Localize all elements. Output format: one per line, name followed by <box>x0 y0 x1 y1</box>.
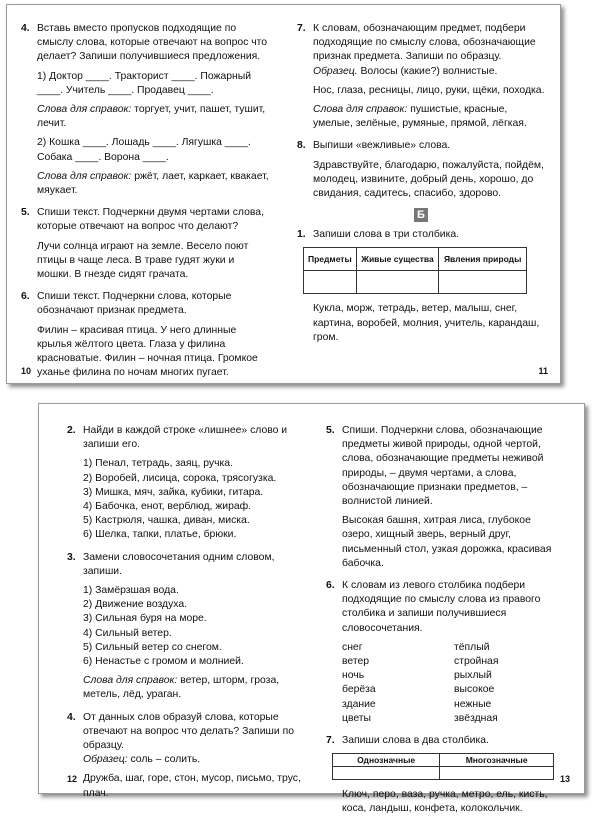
task-number: 2. <box>67 425 76 436</box>
task-3 <box>67 551 305 579</box>
task-4 <box>67 711 305 754</box>
reference-words: ржёт, лает, каркает, квакает, мяукает. <box>37 170 269 197</box>
right-word: высокое <box>454 684 495 696</box>
list-item: 3) Сильная буря на море. <box>83 613 207 625</box>
page-number: 13 <box>559 774 570 784</box>
example-label: Образец: <box>83 754 128 766</box>
left-word: цветы <box>342 712 372 724</box>
page-11 <box>297 22 545 345</box>
list-item: 4) Бабочка, енот, верблюд, жираф. <box>83 501 252 513</box>
table-header: Однозначные <box>333 754 440 767</box>
list-item: 2) Движение воздуха. <box>83 599 188 611</box>
table-header: Многозначные <box>440 754 554 767</box>
list-item: 6) Ненастье с громом и молнией. <box>83 656 244 668</box>
page-number: 11 <box>538 366 548 376</box>
task-4 <box>21 22 269 65</box>
task-6 <box>326 579 564 636</box>
left-word: ночь <box>342 670 365 682</box>
task-number: 8. <box>297 140 306 152</box>
table-header: Явления природы <box>439 248 527 271</box>
reference-label: Слова для справок: <box>37 170 132 182</box>
task-instruction: Спиши. Подчеркни слова, обозначающие предметы живой природы, одной чертой, слова, обозначающие предметы неживой природы, – двумя чертами, а слова, обозначающие признаки предметов, – волнистой линией. <box>342 425 544 508</box>
page-12 <box>67 424 305 801</box>
list-item: 4) Сильный ветер. <box>83 627 172 639</box>
table-cell <box>439 271 527 294</box>
task-instruction: Спиши текст. Подчеркни слова, которые обозначают признак предмета. <box>37 291 232 317</box>
right-word: тёплый <box>454 641 490 653</box>
task-instruction: Найди в каждой строке «лишнее» слово и запиши его. <box>83 425 288 451</box>
table-cell <box>356 271 439 294</box>
task-text: Филин – красивая птица. У него длинные крылья жёлтого цвета. Глаза у филина красноватые. Филин – ночная птица. Громкое уханье филина по ночам многих пугает. <box>37 324 258 379</box>
right-word: рыхлый <box>454 670 492 682</box>
task-text: Здравствуйте, благодарю, пожалуйста, пойдём, молодец, извините, добрый день, хорошо, до свидания, садитесь, спасибо, здорово. <box>313 159 544 200</box>
list-item: 1) Пенал, тетрадь, заяц, ручка. <box>83 458 233 470</box>
task-8 <box>297 139 545 153</box>
left-word: снег <box>342 641 363 653</box>
task-number: 5. <box>21 207 30 219</box>
task-6 <box>21 290 269 318</box>
table-header: Живые существа <box>356 248 439 271</box>
task-number: 6. <box>21 291 30 303</box>
three-column-table <box>303 247 527 294</box>
page-number: 10 <box>21 366 32 376</box>
task-instruction: От данных слов образуй слова, которые отвечают на вопрос что делать? Запиши по образцу. <box>83 711 294 752</box>
section-marker: Б <box>414 208 428 222</box>
book-spread-top <box>6 4 561 384</box>
example-text: Волосы (какие?) волнистые. <box>360 65 498 77</box>
task-1 <box>297 228 545 242</box>
book-spread-bottom <box>38 403 585 815</box>
reference-words: торгует, учит, пашет, тушит, лечит. <box>37 104 266 130</box>
task-2 <box>67 424 305 452</box>
reference-words: ветер, шторм, гроза, метель, лёд, ураган. <box>83 675 280 701</box>
task-instruction: К словам из левого столбика подбери подходящие по смыслу слова из правого столбика и запиши получившиеся словосочетания. <box>342 580 541 634</box>
numbered-list <box>67 584 305 669</box>
task-instruction: Запиши слова в два столбика. <box>342 735 489 747</box>
task-number: 4. <box>67 711 76 723</box>
table-header: Предметы <box>304 248 357 271</box>
reference-label: Слова для справок: <box>83 675 178 687</box>
task-5 <box>21 206 269 234</box>
left-word: ветер <box>342 656 370 668</box>
table-cell <box>304 271 357 294</box>
task-instruction: Запиши слова в три столбика. <box>313 229 460 241</box>
task-instruction: К словам, обозначающим предмет, подбери подходящие по смыслу слова, обозначающие признак предмета. Запиши по образцу. <box>313 23 536 63</box>
list-item: 2) Воробей, лисица, сорока, трясогузка. <box>83 472 277 484</box>
right-word: стройная <box>454 656 499 668</box>
task-number: 4. <box>21 23 30 34</box>
reference-words: пушистые, красные, умелые, зелёные, румяные, прямой, лёгкая. <box>313 104 527 130</box>
task-number: 1. <box>297 229 306 241</box>
example-text: соль – солить. <box>130 754 201 766</box>
task-7 <box>326 734 564 748</box>
word-list: Дружба, шаг, горе, стон, мусор, письмо, трус, плач. <box>83 773 301 799</box>
task-5 <box>326 424 564 509</box>
task-instruction: Выпиши «вежливые» слова. <box>313 140 451 152</box>
reference-label: Слова для справок: <box>313 104 408 116</box>
task-number: 5. <box>326 425 335 436</box>
task-number: 7. <box>297 23 306 34</box>
task-text: Лучи солнца играют на земле. Весело поют птицы в чаще леса. В траве гудят жуки и мошки. В гнезде сидят грачата. <box>37 240 249 281</box>
page-number: 12 <box>67 774 78 784</box>
task-number: 3. <box>67 551 76 563</box>
numbered-list <box>67 457 305 542</box>
left-word: здание <box>342 698 376 710</box>
page-13 <box>326 424 564 817</box>
right-word: нежные <box>454 698 492 710</box>
task-number: 6. <box>326 580 335 592</box>
table-cell <box>440 767 554 780</box>
example-label: Образец. <box>313 65 358 77</box>
task-number: 7. <box>326 735 335 747</box>
task-text: Кукла, морж, тетрадь, ветер, малыш, снег, картина, воробей, молния, учитель, карандаш, гром. <box>313 303 540 343</box>
two-column-table <box>332 753 554 780</box>
list-item: 5) Сильный ветер со снегом. <box>83 641 222 653</box>
word-pairs <box>342 641 564 726</box>
task-text: Высокая башня, хитрая лиса, глубокое озеро, хищный зверь, верный друг, письменный стол, узкая дорожка, красивая бабочка. <box>342 515 552 569</box>
exercise-line: 1) Доктор ____. Тракторист ____. Пожарный ____. Учитель ____. Продавец ____. <box>37 70 252 96</box>
word-list: Нос, глаза, ресницы, лицо, руки, щёки, походка. <box>313 84 545 96</box>
list-item: 6) Шелка, тапки, платье, брюки. <box>83 529 237 541</box>
exercise-line: 2) Кошка ____. Лошадь ____. Лягушка ____. Собака ____. Ворона ____. <box>37 137 251 163</box>
table-cell <box>333 767 440 780</box>
reference-label: Слова для справок: <box>37 104 132 116</box>
right-word: звёздная <box>454 712 498 724</box>
task-7 <box>297 22 545 65</box>
page-10 <box>21 22 269 380</box>
task-instruction: Спиши текст. Подчеркни двумя чертами слова, которые отвечают на вопрос что делают? <box>37 207 264 233</box>
task-instruction: Замени словосочетания одним словом, запиши. <box>83 551 275 577</box>
left-word: берёза <box>342 684 376 696</box>
word-list: Ключ, перо, ваза, ручка, метро, ель, кисть, коса, ландыш, конфета, колокольчик. <box>342 789 548 815</box>
task-instruction: Вставь вместо пропусков подходящие по смыслу слова, которые отвечают на вопрос что делает? Запиши получившиеся предложения. <box>37 23 268 63</box>
list-item: 3) Мишка, мяч, зайка, кубики, гитара. <box>83 486 264 498</box>
list-item: 5) Кастрюля, чашка, диван, миска. <box>83 515 250 527</box>
list-item: 1) Замёрзшая вода. <box>83 585 179 597</box>
